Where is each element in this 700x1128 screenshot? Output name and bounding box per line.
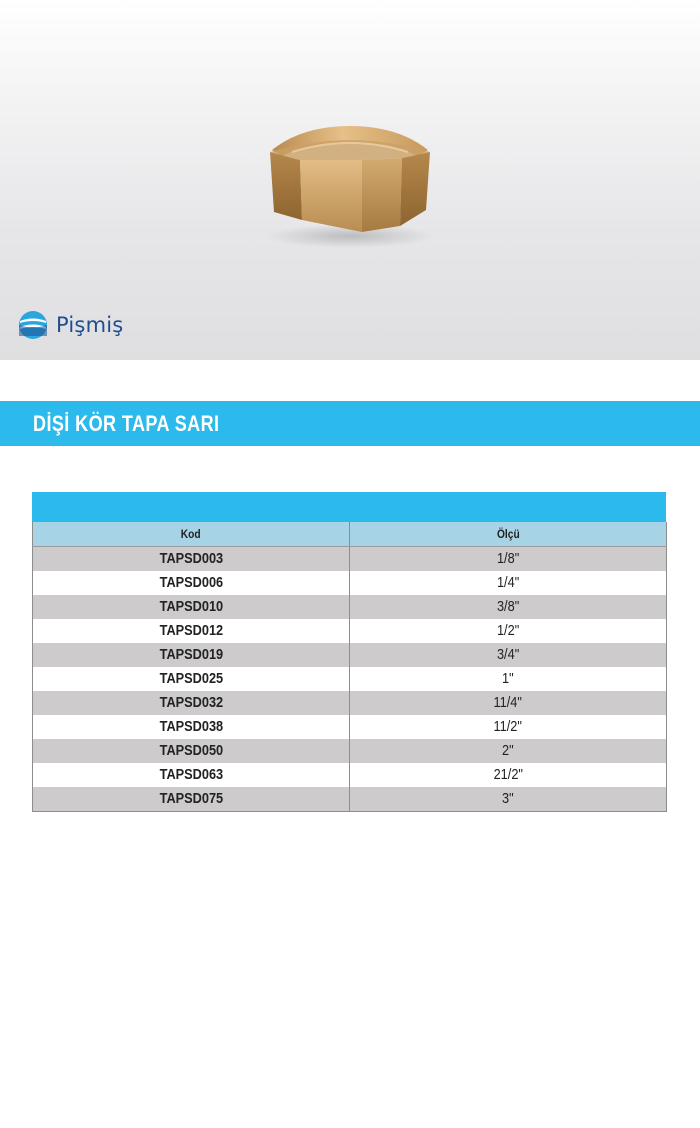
table-row — [33, 595, 667, 619]
size-cell: 1/2" — [350, 619, 667, 643]
brand-name: Pişmiş — [56, 313, 124, 337]
table-row — [33, 619, 667, 643]
product-hero — [0, 0, 700, 360]
size-cell: 21/2" — [350, 763, 667, 787]
product-title: DİŞİ KÖR TAPA SARI — [33, 410, 220, 436]
product-code-cell: TAPSD025 — [33, 667, 350, 691]
table-row — [33, 547, 667, 572]
table-row — [33, 739, 667, 763]
product-code-cell: TAPSD012 — [33, 619, 350, 643]
column-header-size: Ölçü — [350, 522, 667, 547]
table-row — [33, 787, 667, 812]
product-code-cell: TAPSD010 — [33, 595, 350, 619]
table-header-row — [33, 522, 667, 547]
size-cell: 11/4" — [350, 691, 667, 715]
table-top-bar — [32, 492, 666, 522]
size-cell: 1/4" — [350, 571, 667, 595]
spec-table-container — [32, 492, 666, 812]
table-row — [33, 643, 667, 667]
brass-hex-cap-image — [262, 120, 438, 250]
column-header-code: Kod — [33, 522, 350, 547]
size-cell: 3" — [350, 787, 667, 812]
size-cell: 1" — [350, 667, 667, 691]
product-code-cell: TAPSD006 — [33, 571, 350, 595]
size-cell: 11/2" — [350, 715, 667, 739]
table-row — [33, 571, 667, 595]
product-title-band — [0, 401, 700, 446]
size-cell: 1/8" — [350, 547, 667, 572]
product-code-cell: TAPSD038 — [33, 715, 350, 739]
product-code-cell: TAPSD050 — [33, 739, 350, 763]
product-code-cell: TAPSD003 — [33, 547, 350, 572]
pismis-logo-icon — [18, 310, 48, 340]
product-code-cell: TAPSD032 — [33, 691, 350, 715]
spec-table — [32, 522, 667, 812]
product-code-cell: TAPSD019 — [33, 643, 350, 667]
product-code-cell: TAPSD063 — [33, 763, 350, 787]
brand-logo — [18, 308, 123, 342]
table-row — [33, 667, 667, 691]
product-code-cell: TAPSD075 — [33, 787, 350, 812]
table-row — [33, 763, 667, 787]
table-row — [33, 715, 667, 739]
table-row — [33, 691, 667, 715]
size-cell: 2" — [350, 739, 667, 763]
size-cell: 3/4" — [350, 643, 667, 667]
size-cell: 3/8" — [350, 595, 667, 619]
